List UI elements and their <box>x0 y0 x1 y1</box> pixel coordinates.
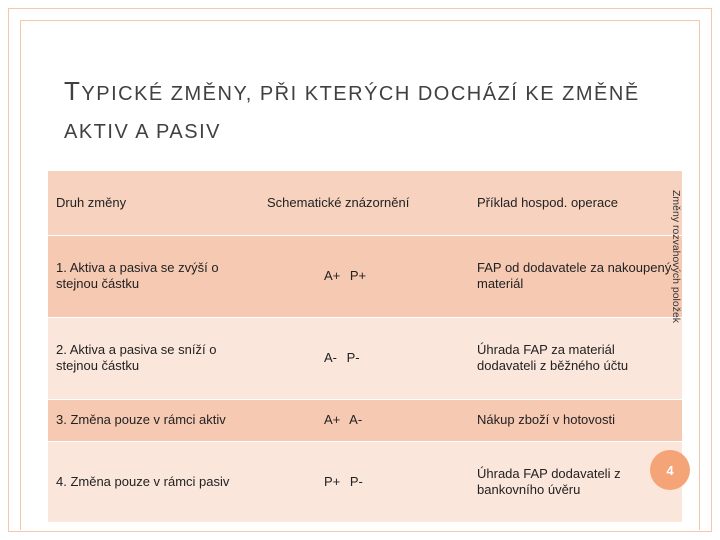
table-header-row <box>48 171 682 236</box>
changes-table <box>48 170 682 522</box>
slide-title <box>64 72 664 151</box>
table-row <box>48 317 682 399</box>
page-number-badge: 4 <box>650 450 690 490</box>
header-cell-scheme: Schematické znázornění <box>249 171 469 236</box>
header-cell-type: Druh změny <box>48 171 249 236</box>
cell-scheme: A- P- <box>249 317 469 399</box>
cell-example: FAP od dodavatele za nakoupený materiál <box>469 236 682 318</box>
cell-change-type: 4. Změna pouze v rámci pasiv <box>48 441 249 522</box>
cell-example: Úhrada FAP dodavateli z bankovního úvěru <box>469 441 682 522</box>
cell-example: Nákup zboží v hotovosti <box>469 399 682 441</box>
cell-change-type: 1. Aktiva a pasiva se zvýší o stejnou částku <box>48 236 249 318</box>
table-row <box>48 399 682 441</box>
side-label: Změny rozvahových položek <box>670 190 682 324</box>
table-row <box>48 441 682 522</box>
cell-scheme: A+ P+ <box>249 236 469 318</box>
title-text: YPICKÉ ZMĚNY, PŘI KTERÝCH DOCHÁZÍ KE ZMĚNĚ AKTIV A PASIV <box>64 83 640 143</box>
header-cell-example: Příklad hospod. operace <box>469 171 682 236</box>
cell-scheme: P+ P- <box>249 441 469 522</box>
cell-example: Úhrada FAP za materiál dodavateli z běžného účtu <box>469 317 682 399</box>
cell-change-type: 2. Aktiva a pasiva se sníží o stejnou částku <box>48 317 249 399</box>
cell-change-type: 3. Změna pouze v rámci aktiv <box>48 399 249 441</box>
title-capital: T <box>64 76 82 106</box>
table-row <box>48 236 682 318</box>
cell-scheme: A+ A- <box>249 399 469 441</box>
